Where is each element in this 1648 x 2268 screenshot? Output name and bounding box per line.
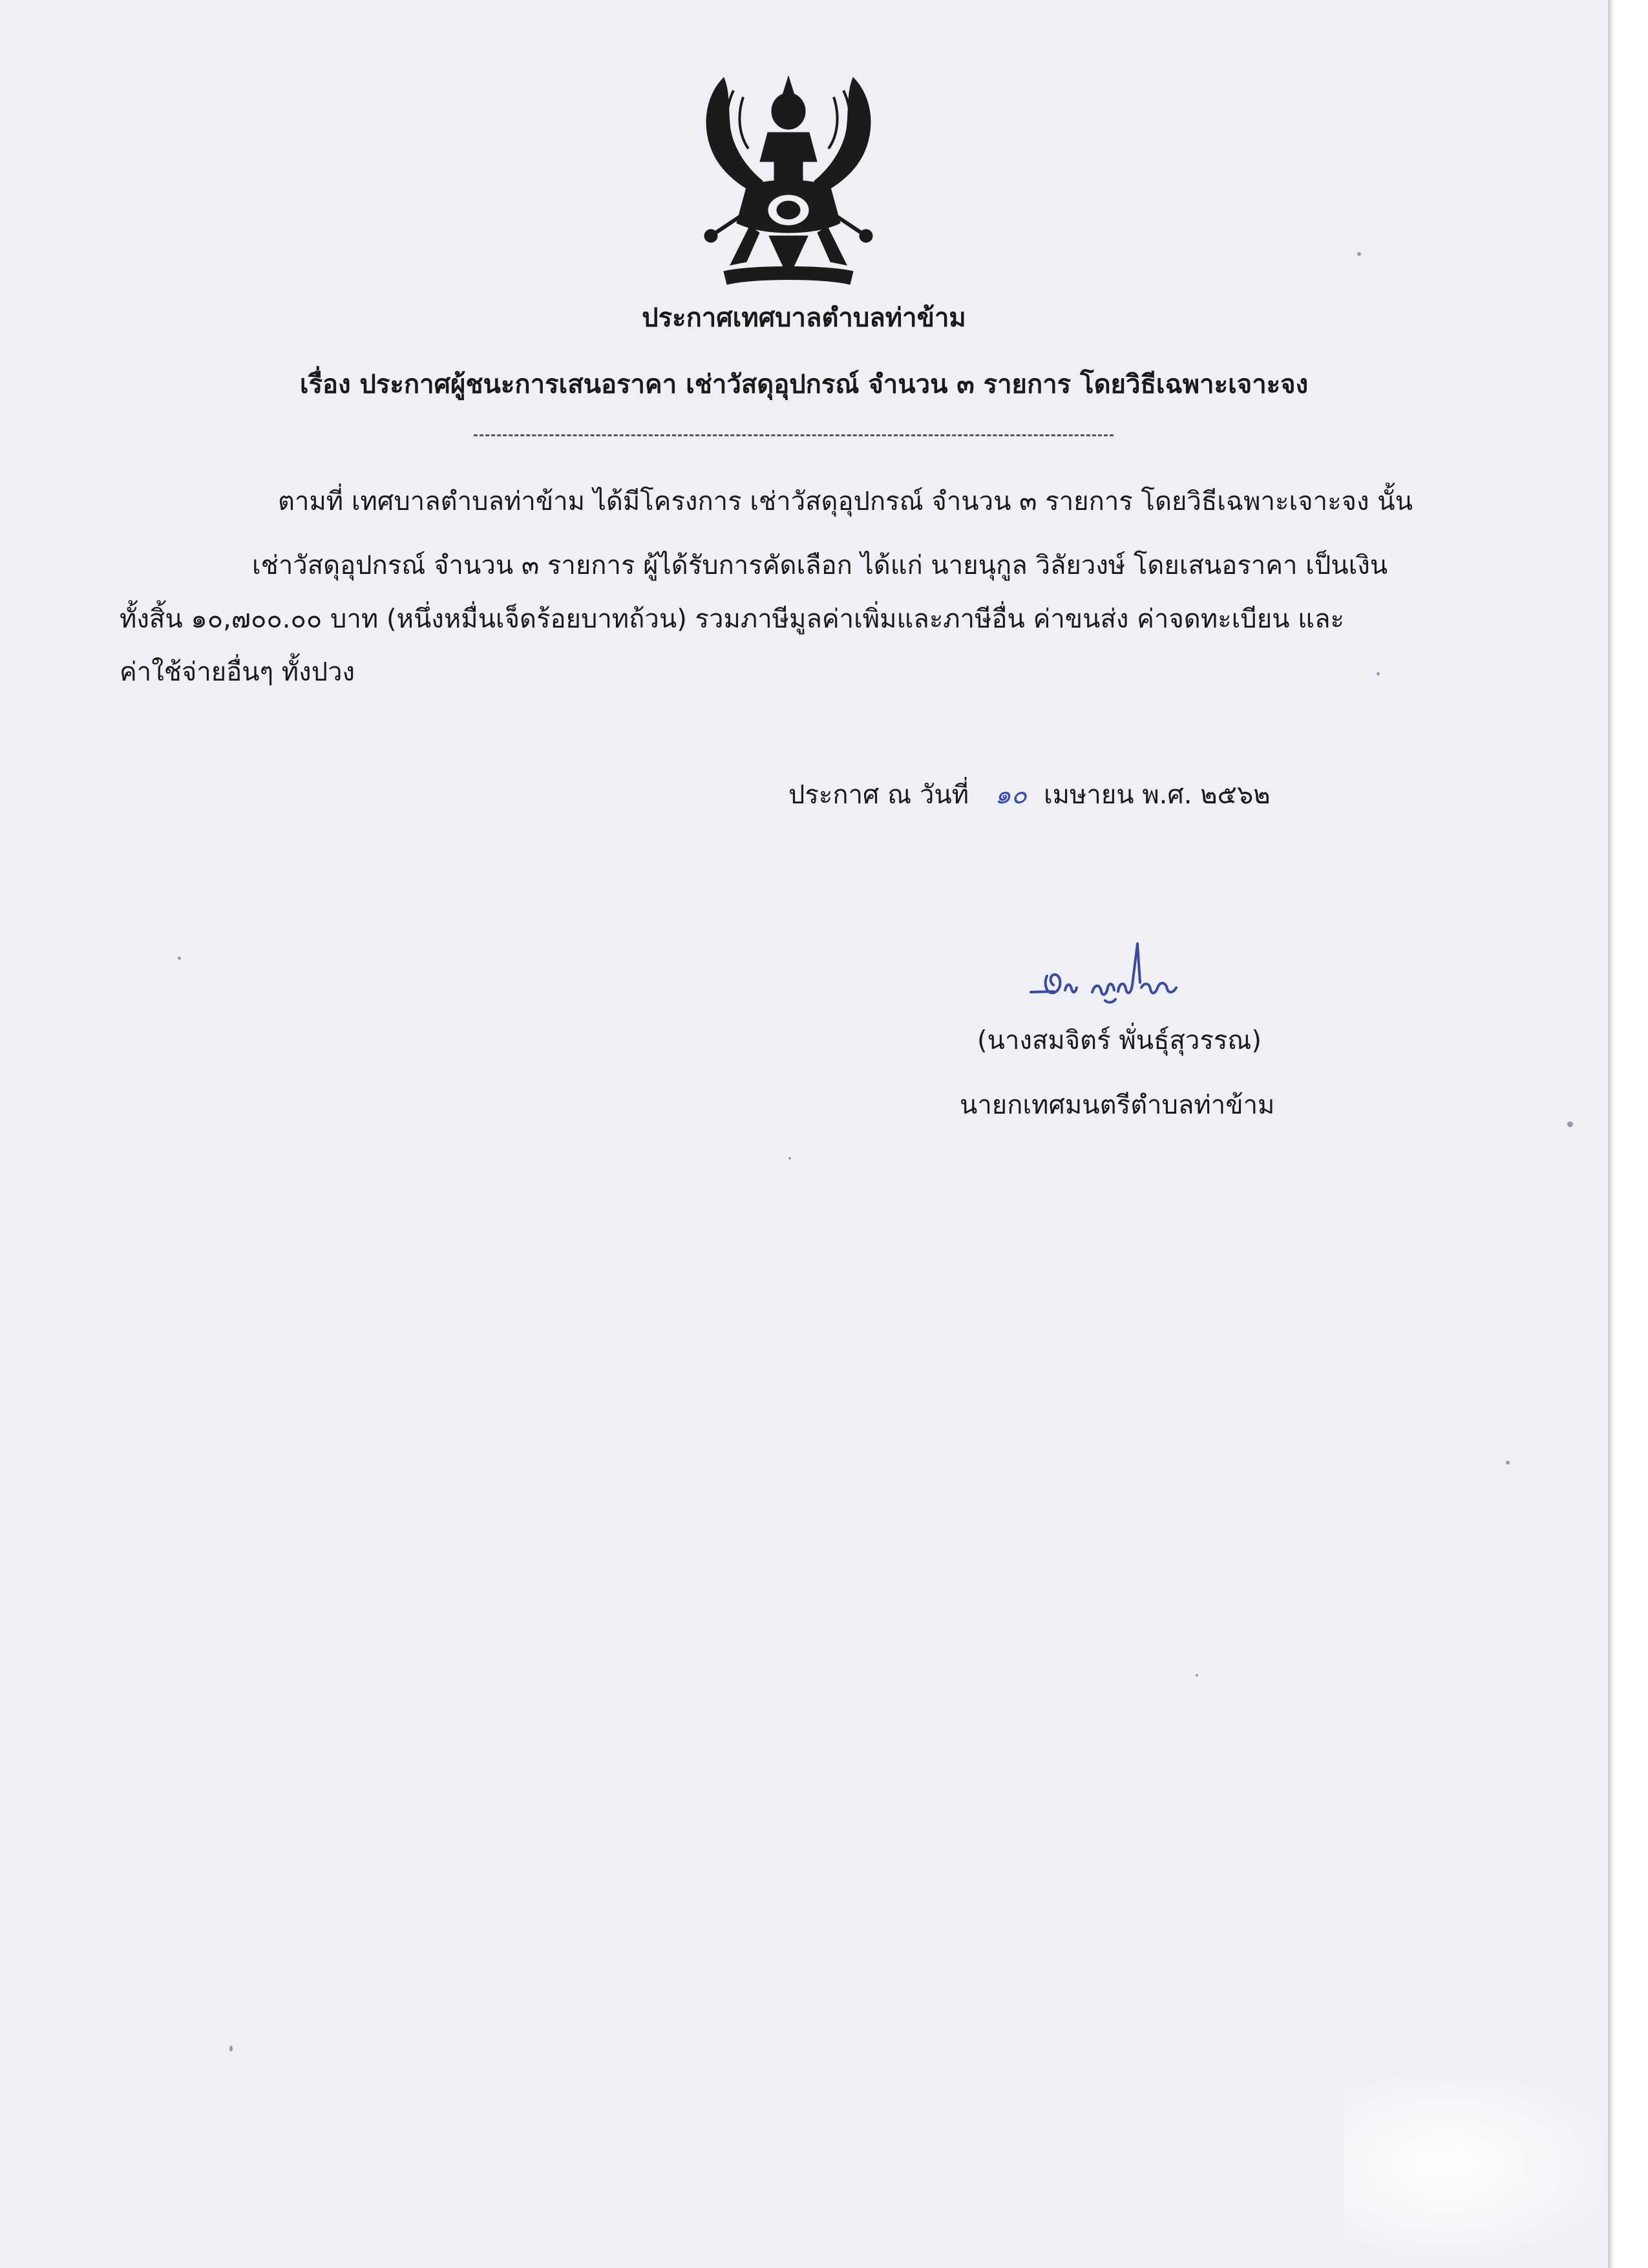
paper-speck	[1567, 1121, 1573, 1127]
paragraph-line: ค่าใช้จ่ายอื่นๆ ทั้งปวง	[120, 657, 355, 687]
paragraph-line: ทั้งสิ้น ๑๐,๗๐๐.๐๐ บาท (หนึ่งหมื่นเจ็ดร้อยบาทถ้วน) รวมภาษีมูลค่าเพิ่มและภาษีอื่น ค่าขนส่ง ค่าจดทะเบียน และ	[120, 604, 1344, 634]
date-day: ๑๐	[995, 780, 1027, 810]
document-title: ประกาศเทศบาลตำบลท่าข้าม	[642, 303, 966, 333]
paper-speck	[178, 957, 181, 960]
paper-speck	[1377, 672, 1380, 675]
paper-speck	[229, 2046, 233, 2051]
paragraph-line: ตามที่ เทศบาลตำบลท่าข้าม ได้มีโครงการ เช่าวัสดุอุปกรณ์ จำนวน ๓ รายการ โดยวิธีเฉพาะเจาะจง นั้น	[278, 487, 1413, 516]
date-month-year: เมษายน พ.ศ. ๒๕๖๒	[1043, 780, 1271, 810]
scan-mark	[1344, 2075, 1603, 2256]
paper-speck	[1196, 1674, 1198, 1677]
title-divider	[474, 434, 1114, 436]
announcement-date	[788, 776, 1271, 814]
garuda-emblem-icon	[685, 71, 892, 297]
paper-speck	[1357, 252, 1361, 256]
signer-name: (นางสมจิตร์ พั่นธุ์สุวรรณ)	[977, 1026, 1262, 1055]
paragraph-line: เช่าวัสดุอุปกรณ์ จำนวน ๓ รายการ ผู้ได้รับการคัดเลือก ได้แก่ นายนุกูล วิลัยวงษ์ โดยเสนอราคา เป็นเงิน	[252, 551, 1388, 580]
signer-position: นายกเทศมนตรีตำบลท่าข้าม	[960, 1090, 1275, 1120]
paper-speck	[788, 1157, 791, 1160]
document-subject: เรื่อง ประกาศผู้ชนะการเสนอราคา เช่าวัสดุอุปกรณ์ จำนวน ๓ รายการ โดยวิธีเฉพาะเจาะจง	[299, 370, 1309, 399]
handwritten-signature	[1028, 937, 1221, 1015]
paper-speck	[1506, 1461, 1510, 1465]
page-edge	[1608, 0, 1614, 2268]
date-prefix: ประกาศ ณ วันที่	[788, 780, 969, 810]
